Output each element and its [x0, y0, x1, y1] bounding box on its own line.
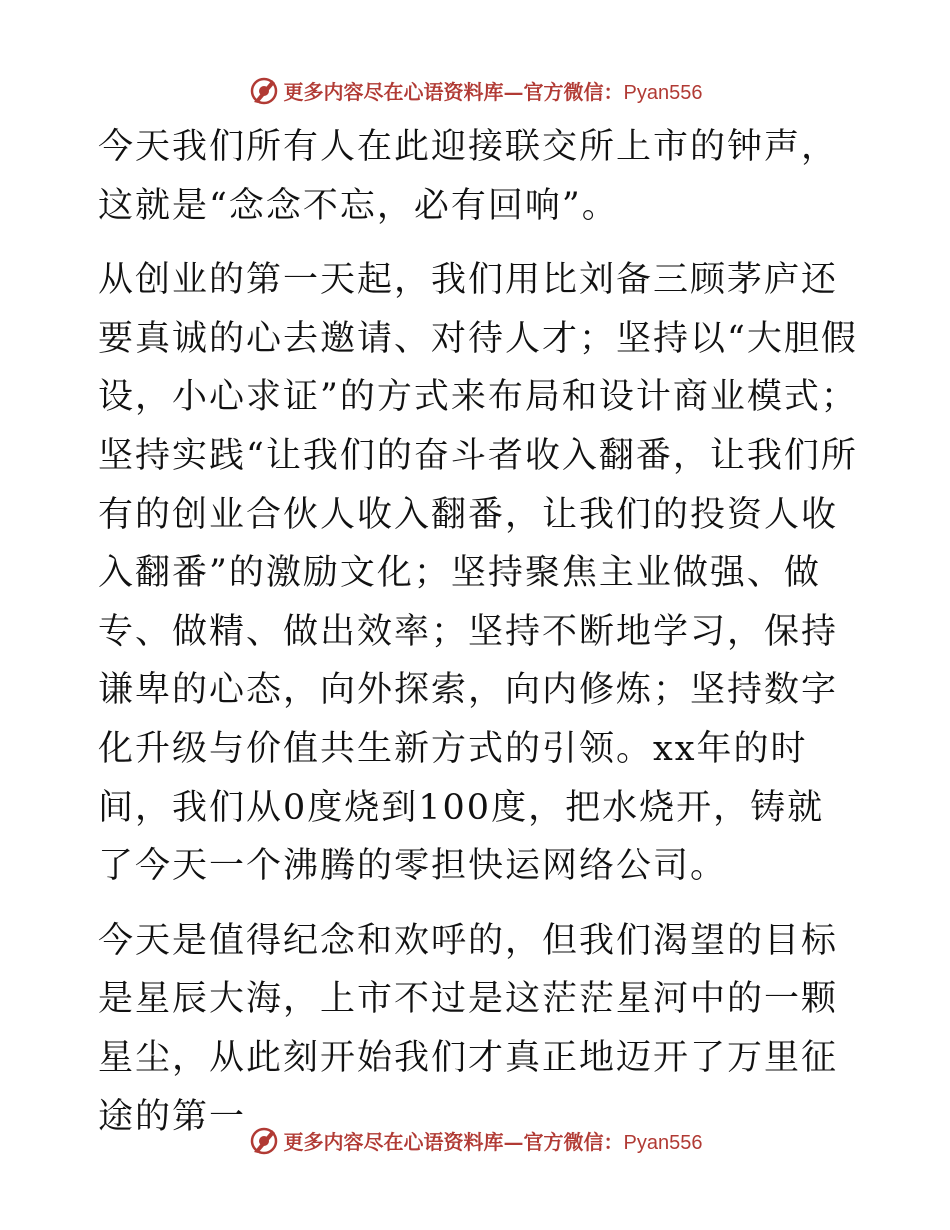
quill-seal-icon — [248, 74, 280, 106]
footer-banner-text — [284, 1126, 703, 1155]
header-banner-label: 更多内容尽在心语资料库—官方微信： — [283, 79, 624, 104]
footer-banner-wechat-id: Pyan556 — [623, 1131, 703, 1154]
paragraph: 从创业的第一天起，我们用比刘备三顾茅庐还要真诚的心去邀请、对待人才；坚持以“大胆假设，小心求证”的方式来布局和设计商业模式；坚持实践“让我们的奋斗者收入翻番，让我们所有的创业合伙人收入翻番，让我们的投资人收入翻番”的激励文化；坚持聚焦主业做强、做专、做精、做出效率；坚持不断地学习，保持谦卑的心态，向外探索，向内修炼；坚持数字化升级与价值共生新方式的引领。xx年的时间，我们从0度烧到100度，把水烧开，铸就了今天一个沸腾的零担快运网络公司。 — [98, 260, 858, 887]
footer-banner — [0, 1120, 950, 1160]
header-banner-wechat-id: Pyan556 — [623, 81, 703, 104]
header-banner — [0, 70, 950, 110]
quill-seal-icon — [248, 1124, 280, 1156]
document-body — [98, 118, 858, 1146]
header-banner-text — [284, 76, 703, 105]
footer-banner-label: 更多内容尽在心语资料库—官方微信： — [283, 1129, 624, 1154]
paragraph: 今天我们所有人在此迎接联交所上市的钟声，这就是“念念不忘，必有回响”。 — [98, 127, 839, 226]
paragraph: 今天是值得纪念和欢呼的，但我们渴望的目标是星辰大海，上市不过是这茫茫星河中的一颗星尘，从此刻开始我们才真正地迈开了万里征途的第一 — [98, 920, 839, 1137]
